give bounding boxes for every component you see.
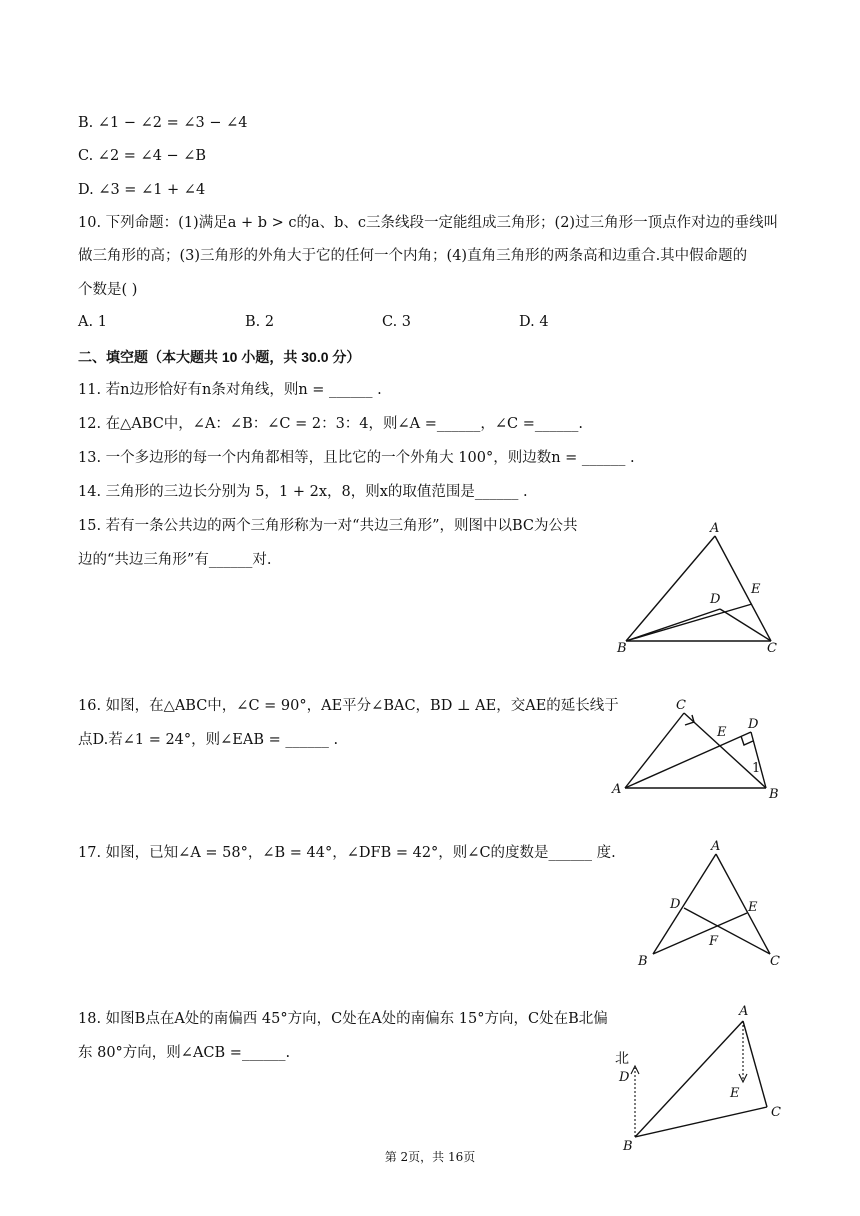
fig15-label-e: E xyxy=(751,582,761,597)
q10-line-2: 做三角形的高；(3)三角形的外角大于它的任何一个内角；(4)直角三角形的两条高和边重合.其中假命题的 xyxy=(78,248,748,264)
fig16-label-c: C xyxy=(676,698,686,713)
fig16-label-d: D xyxy=(748,717,759,732)
q18-line-1: 18. 如图B点在A处的南偏西 45°方向，C处在A处的南偏东 15°方向，C处在B北偏 xyxy=(78,1011,608,1027)
q10-line-1: 10. 下列命题：(1)满足a + b > c的a、b、c三条线段一定能组成三角形；(2)过三角形一顶点作对边的垂线叫 xyxy=(78,215,779,231)
q9-option-c: C. ∠2 = ∠4 − ∠B xyxy=(78,148,207,164)
fig15-label-c: C xyxy=(767,641,777,656)
section-heading-fill-in: 二、填空题（本大题共 10 小题，共 30.0 分） xyxy=(78,349,361,365)
q15-line-2: 边的“共边三角形”有______对. xyxy=(78,552,272,568)
q12: 12. 在△ABC中，∠A：∠B：∠C = 2：3：4，则∠A =______，∠C =______. xyxy=(78,416,584,432)
fig16-label-angle-1: 1 xyxy=(752,761,761,776)
fig18-label-a: A xyxy=(739,1004,749,1019)
figure-q18-lines xyxy=(635,1021,767,1137)
q10-option-b: B. 2 xyxy=(245,314,275,330)
fig17-label-c: C xyxy=(770,954,780,969)
q11: 11. 若n边形恰好有n条对角线，则n = ______ . xyxy=(78,382,382,398)
q18-line-2: 东 80°方向，则∠ACB =______. xyxy=(78,1045,291,1061)
q10-option-d: D. 4 xyxy=(519,314,549,330)
figure-q18 xyxy=(605,1000,795,1155)
fig17-label-a: A xyxy=(711,839,721,854)
q16-line-2: 点D.若∠1 = 24°，则∠EAB = ______ . xyxy=(78,732,339,748)
fig18-label-north: 北 xyxy=(615,1051,629,1067)
figure-q16-lines xyxy=(625,713,766,788)
q10-option-c: C. 3 xyxy=(382,314,412,330)
fig18-label-d: D xyxy=(619,1070,630,1085)
q13: 13. 一个多边形的每一个内角都相等，且比它的一个外角大 100°，则边数n = ______ . xyxy=(78,450,635,466)
fig18-label-c: C xyxy=(771,1105,781,1120)
q10-option-a: A. 1 xyxy=(78,314,107,330)
q17: 17. 如图，已知∠A = 58°，∠B = 44°，∠DFB = 42°，则∠C的度数是______ 度. xyxy=(78,845,616,861)
fig15-label-d: D xyxy=(710,592,721,607)
fig17-label-f: F xyxy=(709,934,719,949)
figure-q15-lines xyxy=(626,536,771,641)
q9-option-d: D. ∠3 = ∠1 + ∠4 xyxy=(78,182,206,198)
figure-q17 xyxy=(630,836,790,976)
q16-line-1: 16. 如图，在△ABC中，∠C = 90°，AE平分∠BAC，BD ⊥ AE，交AE的延长线于 xyxy=(78,698,619,714)
fig17-label-e: E xyxy=(748,900,758,915)
q9-option-b: B. ∠1 − ∠2 = ∠3 − ∠4 xyxy=(78,115,248,131)
fig18-label-b: B xyxy=(623,1139,633,1154)
page-footer: 第 2页，共 16页 xyxy=(384,1150,476,1164)
fig16-label-e: E xyxy=(717,725,727,740)
fig15-label-a: A xyxy=(710,521,720,536)
q10-line-3: 个数是( ) xyxy=(78,282,138,298)
fig17-label-b: B xyxy=(638,954,648,969)
figure-q16 xyxy=(605,695,795,805)
fig18-label-e: E xyxy=(730,1086,740,1101)
figure-q15 xyxy=(610,518,790,658)
q14: 14. 三角形的三边长分别为 5，1 + 2x，8，则x的取值范围是______ . xyxy=(78,484,528,500)
fig15-label-b: B xyxy=(617,641,627,656)
q15-line-1: 15. 若有一条公共边的两个三角形称为一对“共边三角形”，则图中以BC为公共 xyxy=(78,518,578,534)
fig16-label-a: A xyxy=(612,782,622,797)
fig16-label-b: B xyxy=(769,787,779,802)
fig17-label-d: D xyxy=(670,897,681,912)
